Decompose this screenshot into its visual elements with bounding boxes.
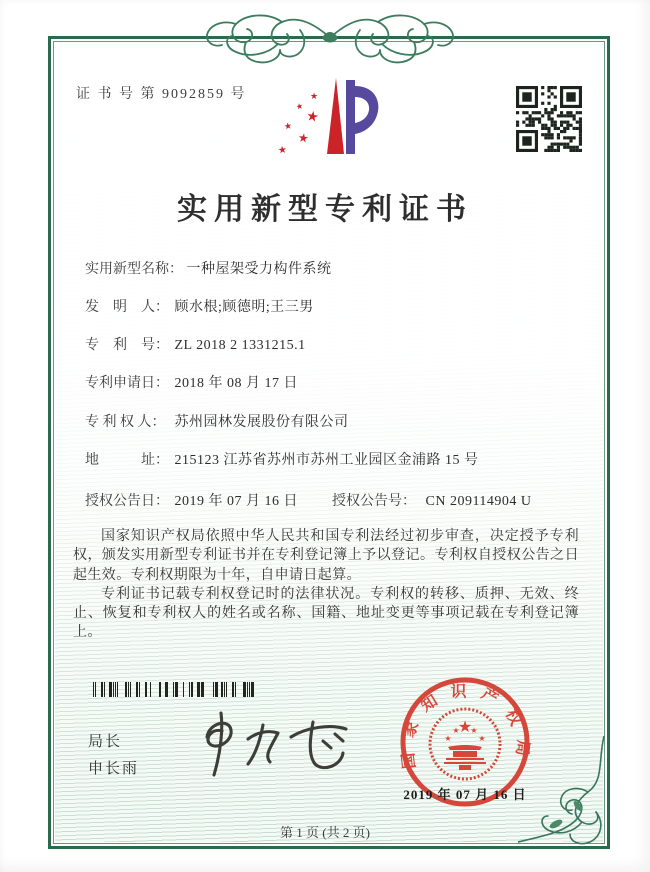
field-label: 授权公告日： — [85, 494, 169, 509]
field-label: 专 利 权 人： — [85, 415, 166, 430]
logo-star-icon: ★ — [297, 130, 310, 146]
field-value: 苏州园林发展股份有限公司 — [174, 415, 349, 430]
logo-star-icon: ★ — [283, 120, 293, 132]
logo-red-cone — [327, 78, 344, 154]
field-label: 专利申请日： — [85, 376, 169, 391]
field-label: 专 利 号： — [85, 338, 169, 353]
logo-star-icon: ★ — [294, 101, 305, 112]
field-row-name — [85, 258, 332, 278]
cnipa-logo — [276, 74, 380, 160]
certificate-number: 证 书 号 第 9092859 号 — [76, 87, 247, 102]
logo-star-icon: ★ — [304, 109, 320, 126]
seal-grant-date: 2019 年 07 月 16 日 — [403, 787, 527, 802]
field-value: CN 209114904 U — [425, 494, 532, 509]
emblem-small-star-icon: ★ — [478, 734, 486, 743]
emblem-gate — [459, 765, 471, 770]
logo-graphic — [276, 74, 380, 160]
field-row-patentee — [85, 411, 349, 431]
logo-star-icon: ★ — [310, 91, 319, 101]
field-value: 215123 江苏省苏州市苏州工业园区金浦路 15 号 — [174, 453, 479, 468]
seal-national-emblem — [430, 709, 500, 779]
field-value: 顾水根;顾德明;王三男 — [174, 300, 314, 315]
emblem-base — [444, 759, 486, 763]
logo-p-bowl — [355, 86, 378, 134]
field-label: 授权公告号： — [332, 494, 416, 509]
emblem-big-star-icon: ★ — [457, 719, 473, 736]
officer-title: 局长 — [88, 734, 123, 750]
grant-number-pair — [332, 490, 532, 510]
logo-star-icon: ★ — [277, 144, 288, 157]
field-value: 一种屋架受力构件系统 — [186, 262, 332, 277]
field-value: ZL 2018 2 1331215.1 — [174, 338, 306, 353]
field-row-patent-number — [85, 334, 306, 354]
field-row-grant — [85, 490, 532, 510]
legal-paragraph-1: 国家知识产权局依照中华人民共和国专利法经过初步审查，决定授予专利权，颁发实用新型专利证书并在专利登记簿上予以登记。专利权自授权公告之日起生效。专利权期限为十年，自申请日起算。 — [73, 529, 579, 583]
barcode — [90, 682, 256, 697]
officer-name: 申长雨 — [88, 761, 140, 777]
legal-paragraph-2: 专利证书记载专利权登记时的法律状况。专利权的转移、质押、无效、终止、恢复和专利权人的姓名或名称、国籍、地址变更等事项记载在专利登记簿上。 — [73, 586, 579, 641]
field-row-address — [85, 449, 479, 469]
field-label: 实用新型名称： — [85, 262, 183, 277]
top-flourish-ornament — [150, 12, 510, 68]
logo-p-stem — [346, 80, 355, 154]
field-row-filing-date — [85, 372, 298, 392]
officer-signature-handwriting — [185, 703, 355, 785]
field-value: 2018 年 08 月 17 日 — [174, 376, 298, 391]
field-row-inventors — [85, 296, 314, 316]
emblem-wall — [453, 751, 477, 757]
field-value: 2019 年 07 月 16 日 — [174, 494, 298, 509]
field-label: 发 明 人： — [85, 300, 169, 315]
certificate-title: 实用新型专利证书 — [177, 193, 473, 226]
emblem-small-star-icon: ★ — [444, 734, 452, 743]
emblem-small-star-icon: ★ — [452, 726, 460, 735]
legal-body-text — [73, 527, 579, 643]
page-number-footer: 第 1 页 (共 2 页) — [280, 825, 370, 840]
seal-ring-text: 国家知识产权局 — [398, 683, 532, 770]
qr-code — [516, 86, 582, 152]
emblem-small-star-icon: ★ — [470, 726, 478, 735]
field-label: 地 址： — [85, 453, 169, 468]
emblem-roof — [448, 745, 482, 750]
